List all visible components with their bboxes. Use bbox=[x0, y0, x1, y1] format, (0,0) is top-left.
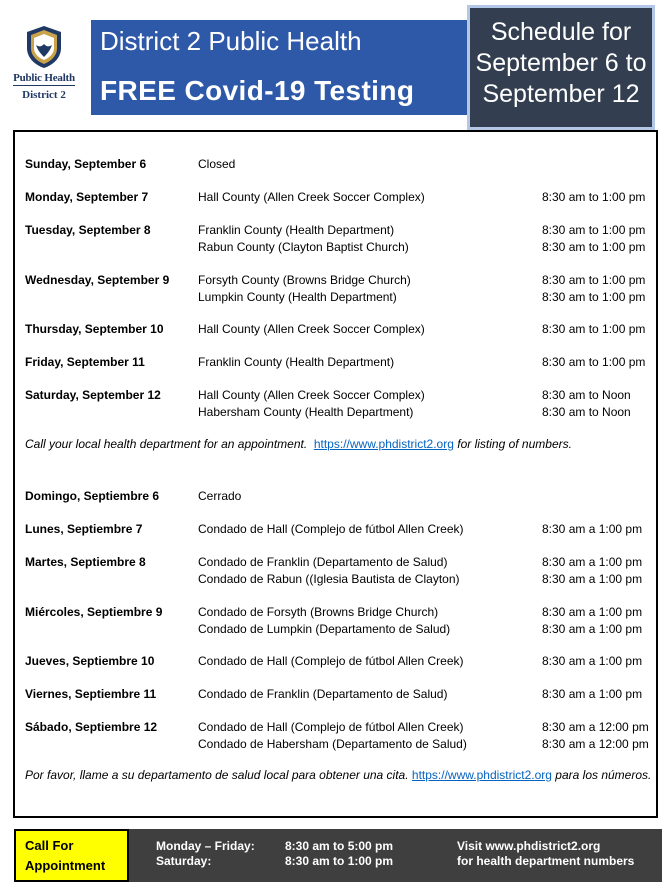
note-text: Call your local health department for an appointment. bbox=[25, 437, 308, 451]
location: Forsyth County (Browns Bridge Church) bbox=[198, 273, 411, 287]
banner-subtitle: FREE Covid-19 Testing bbox=[100, 75, 415, 106]
location: Closed bbox=[198, 157, 236, 171]
location: Rabun County (Clayton Baptist Church) bbox=[198, 240, 409, 254]
public-health-logo bbox=[6, 24, 82, 108]
day-label: Saturday, September 12 bbox=[25, 388, 161, 402]
day-label: Sunday, September 6 bbox=[25, 157, 147, 171]
location: Franklin County (Health Department) bbox=[198, 223, 395, 237]
note-text-after: for listing of numbers. bbox=[453, 437, 572, 451]
day-label: Wednesday, September 9 bbox=[25, 273, 170, 287]
day-label: Jueves, Septiembre 10 bbox=[25, 654, 155, 668]
time: 8:30 am a 1:00 pm bbox=[542, 522, 643, 536]
day-label: Monday, September 7 bbox=[25, 190, 149, 204]
schedule-date-box bbox=[467, 5, 655, 130]
time: 8:30 am to 1:00 pm bbox=[542, 190, 646, 204]
day-label: Viernes, Septiembre 11 bbox=[25, 687, 157, 701]
time: 8:30 am to 1:00 pm bbox=[542, 223, 646, 237]
hours-label-weekday: Monday – Friday: bbox=[156, 839, 255, 853]
website-link[interactable]: https://www.phdistrict2.org bbox=[411, 768, 552, 782]
location: Condado de Hall (Complejo de fútbol Allen Creek) bbox=[198, 522, 464, 536]
hours-label-saturday: Saturday: bbox=[156, 854, 212, 868]
location: Condado de Forsyth (Browns Bridge Church) bbox=[198, 605, 439, 619]
time: 8:30 am a 1:00 pm bbox=[542, 572, 643, 586]
time: 8:30 am a 1:00 pm bbox=[542, 654, 643, 668]
day-label: Thursday, September 10 bbox=[25, 322, 164, 336]
day-label: Sábado, Septiembre 12 bbox=[25, 720, 158, 734]
time: 8:30 am to 1:00 pm bbox=[542, 240, 646, 254]
location: Hall County (Allen Creek Soccer Complex) bbox=[198, 322, 425, 336]
day-label: Miércoles, Septiembre 9 bbox=[25, 605, 163, 619]
time: 8:30 am to Noon bbox=[542, 405, 631, 419]
schedule-line-2: September 6 to bbox=[475, 49, 647, 77]
location: Habersham County (Health Department) bbox=[198, 405, 414, 419]
day-label: Lunes, Septiembre 7 bbox=[25, 522, 143, 536]
website-link[interactable]: https://www.phdistrict2.org bbox=[313, 437, 454, 451]
visit-website-text: Visit www.phdistrict2.org bbox=[457, 839, 601, 853]
note-text: Por favor, llame a su departamento de salud local para obtener una cita. bbox=[25, 768, 412, 782]
time: 8:30 am a 1:00 pm bbox=[542, 687, 643, 701]
hours-time-saturday: 8:30 am to 1:00 pm bbox=[285, 854, 394, 868]
location: Condado de Habersham (Departamento de Salud) bbox=[198, 737, 467, 751]
logo-text-public-health: Public Health bbox=[13, 72, 75, 84]
logo-text-district: District 2 bbox=[22, 89, 66, 101]
visit-website-subtext: for health department numbers bbox=[457, 854, 635, 868]
banner-title: District 2 Public Health bbox=[100, 26, 362, 56]
schedule-table bbox=[13, 130, 658, 818]
day-label: Friday, September 11 bbox=[25, 355, 145, 369]
time: 8:30 am a 12:00 pm bbox=[542, 720, 649, 734]
time: 8:30 am to 1:00 pm bbox=[542, 273, 646, 287]
location: Franklin County (Health Department) bbox=[198, 355, 395, 369]
note-text-after: para los números. bbox=[551, 768, 652, 782]
day-label: Tuesday, September 8 bbox=[25, 223, 151, 237]
shield-hands-icon bbox=[23, 24, 65, 70]
hours-time-weekday: 8:30 am to 5:00 pm bbox=[285, 839, 394, 853]
time: 8:30 am to 1:00 pm bbox=[542, 290, 646, 304]
time: 8:30 am a 1:00 pm bbox=[542, 622, 643, 636]
time: 8:30 am a 1:00 pm bbox=[542, 555, 643, 569]
location: Hall County (Allen Creek Soccer Complex) bbox=[198, 388, 425, 402]
day-label: Domingo, Septiembre 6 bbox=[25, 489, 160, 503]
call-for-appointment-badge bbox=[14, 829, 129, 882]
location: Condado de Lumpkin (Departamento de Salud) bbox=[198, 622, 451, 636]
location: Condado de Franklin (Departamento de Salud) bbox=[198, 555, 448, 569]
time: 8:30 am to Noon bbox=[542, 388, 631, 402]
location: Cerrado bbox=[198, 489, 242, 503]
footer-bar bbox=[14, 829, 662, 882]
schedule-line-1: Schedule for bbox=[490, 18, 632, 46]
time: 8:30 am a 1:00 pm bbox=[542, 605, 643, 619]
time: 8:30 am a 12:00 pm bbox=[542, 737, 649, 751]
cta-line-1: Call For bbox=[25, 838, 74, 853]
appointment-note-es bbox=[25, 768, 650, 782]
time: 8:30 am to 1:00 pm bbox=[542, 355, 646, 369]
cta-line-2: Appointment bbox=[25, 858, 106, 873]
location: Lumpkin County (Health Department) bbox=[198, 290, 397, 304]
title-banner bbox=[91, 20, 467, 115]
location: Hall County (Allen Creek Soccer Complex) bbox=[198, 190, 425, 204]
schedule-line-3: September 12 bbox=[482, 80, 640, 108]
appointment-note-en bbox=[25, 437, 650, 451]
day-label: Martes, Septiembre 8 bbox=[25, 555, 146, 569]
location: Condado de Rabun ((Iglesia Bautista de Clayton) bbox=[198, 572, 460, 586]
location: Condado de Hall (Complejo de fútbol Allen Creek) bbox=[198, 720, 464, 734]
location: Condado de Franklin (Departamento de Salud) bbox=[198, 687, 448, 701]
time: 8:30 am to 1:00 pm bbox=[542, 322, 646, 336]
location: Condado de Hall (Complejo de fútbol Allen Creek) bbox=[198, 654, 464, 668]
